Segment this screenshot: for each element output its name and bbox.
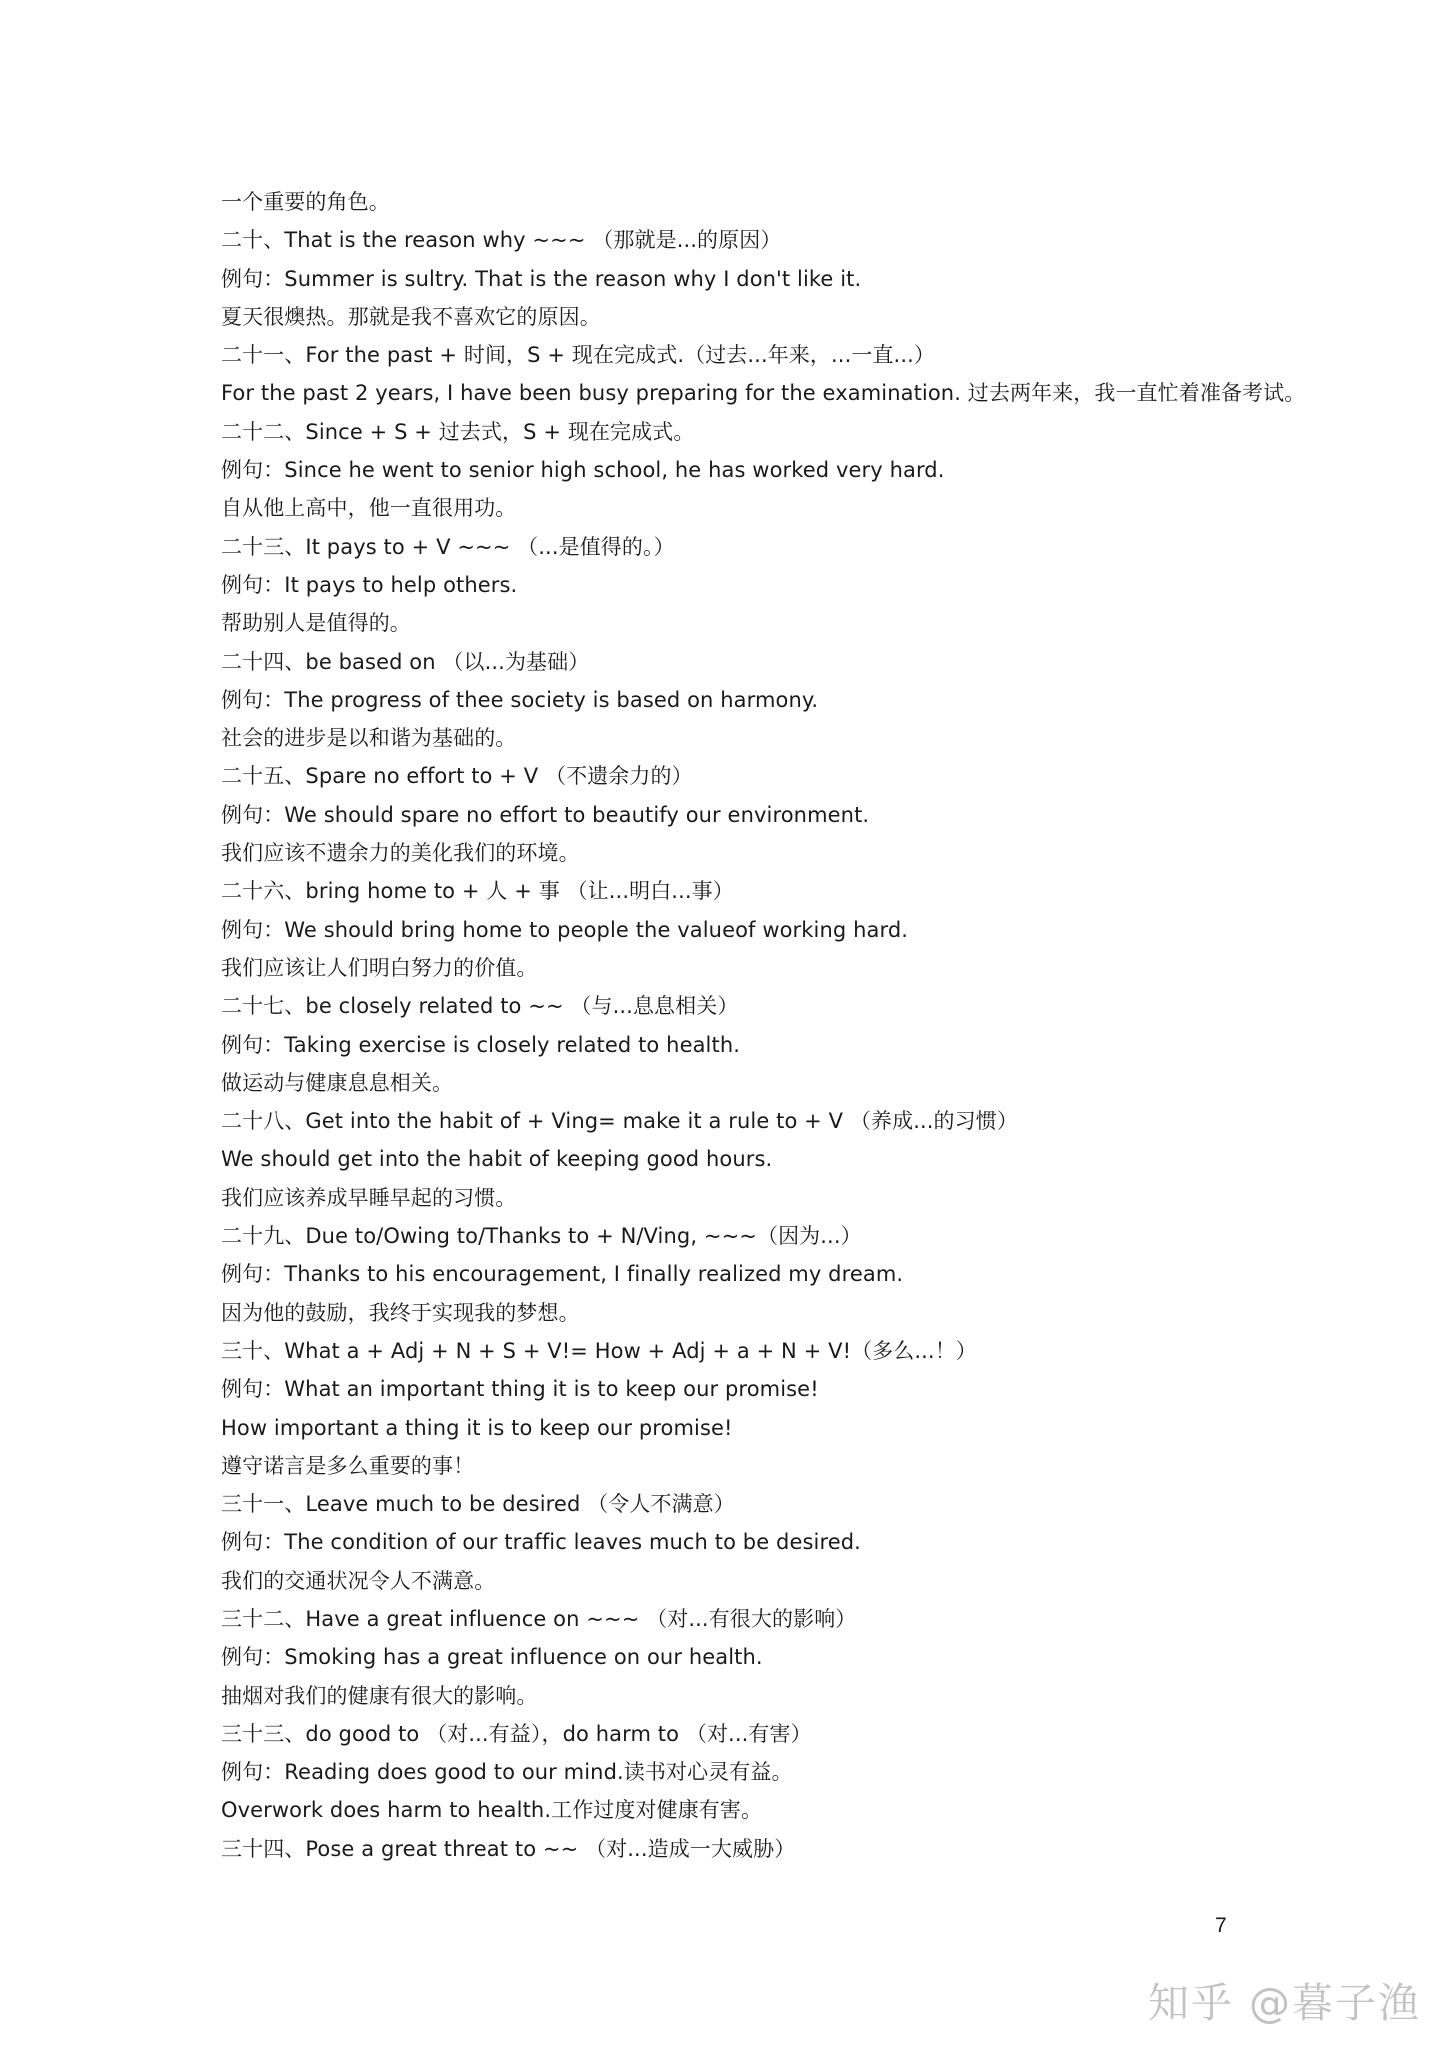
text-line: 我们应该养成早睡早起的习惯。 — [221, 1185, 517, 1210]
text-line: 例句：Reading does good to our mind.读书对心灵有益。 — [221, 1760, 793, 1785]
text-line: 二十七、be closely related to ~~ （与...息息相关） — [221, 994, 739, 1019]
text-line: 例句：Thanks to his encouragement, I finally realized my dream. — [221, 1262, 904, 1287]
text-line: 我们应该不遗余力的美化我们的环境。 — [221, 841, 580, 866]
text-line: 例句：It pays to help others. — [221, 572, 518, 597]
page-number: 7 — [1215, 1914, 1227, 1937]
text-line: We should get into the habit of keeping good hours. — [221, 1147, 773, 1172]
text-line: 我们应该让人们明白努力的价值。 — [221, 955, 538, 980]
text-line: 二十二、Since + S + 过去式，S + 现在完成式。 — [221, 419, 695, 444]
text-line: 自从他上高中，他一直很用功。 — [221, 496, 517, 521]
text-line: 抽烟对我们的健康有很大的影响。 — [221, 1683, 538, 1708]
text-line: 遵守诺言是多么重要的事！ — [221, 1453, 475, 1478]
text-line: 三十四、Pose a great threat to ~~ （对...造成一大威胁） — [221, 1836, 796, 1861]
text-line: 做运动与健康息息相关。 — [221, 1070, 454, 1095]
text-line: 二十三、It pays to + V ~~~ （...是值得的。） — [221, 534, 675, 559]
text-line: 夏天很燠热。那就是我不喜欢它的原因。 — [221, 304, 601, 329]
text-line: 因为他的鼓励，我终于实现我的梦想。 — [221, 1300, 580, 1325]
text-line: 一个重要的角色。 — [221, 190, 390, 214]
text-line: 例句：Taking exercise is closely related to health. — [221, 1032, 741, 1057]
text-line: 二十五、Spare no effort to + V （不遗余力的） — [221, 764, 693, 789]
watermark: 知乎 @暮子渔 — [1148, 1979, 1422, 2027]
text-line: 例句：The condition of our traffic leaves much to be desired. — [221, 1530, 861, 1555]
text-line: 二十九、Due to/Owing to/Thanks to + N/Ving, ~~~（因为...） — [221, 1224, 862, 1249]
page-body — [221, 183, 1341, 1868]
text-line: 例句：We should spare no effort to beautify our environment. — [221, 802, 870, 827]
text-line: How important a thing it is to keep our promise! — [221, 1415, 733, 1440]
text-line: 例句：What an important thing it is to keep our promise! — [221, 1377, 819, 1402]
text-line: 三十、What a + Adj + N + S + V!= How + Adj + a + N + V!（多么...！） — [221, 1338, 977, 1363]
text-line: 例句：Smoking has a great influence on our health. — [221, 1645, 763, 1670]
text-line: 二十四、be based on （以...为基础） — [221, 649, 590, 674]
text-line: 二十、That is the reason why ~~~ （那就是...的原因） — [221, 228, 782, 253]
text-line: 三十二、Have a great influence on ~~~ （对...有很大的影响） — [221, 1606, 857, 1631]
text-line: 例句：Summer is sultry. That is the reason why I don't like it. — [221, 266, 862, 291]
text-line: 三十一、Leave much to be desired （令人不满意） — [221, 1492, 735, 1517]
text-line: 帮助别人是值得的。 — [221, 611, 411, 636]
text-line: 我们的交通状况令人不满意。 — [221, 1568, 496, 1593]
text-line: 三十三、do good to （对...有益），do harm to （对...有害） — [221, 1721, 812, 1746]
text-line: 二十八、Get into the habit of + Ving= make it a rule to + V （养成...的习惯） — [221, 1109, 1018, 1134]
text-line: 二十一、For the past + 时间，S + 现在完成式.（过去...年来，...一直...） — [221, 343, 935, 368]
text-line: 例句：The progress of thee society is based on harmony. — [221, 687, 819, 712]
text-line: 例句：Since he went to senior high school, he has worked very hard. — [221, 458, 945, 483]
text-line: 例句：We should bring home to people the valueof working hard. — [221, 917, 909, 942]
text-line: For the past 2 years, I have been busy preparing for the examination. 过去两年来，我一直忙着准备考试。 — [221, 381, 1306, 406]
text-line: Overwork does harm to health.工作过度对健康有害。 — [221, 1798, 763, 1823]
text-line: 二十六、bring home to + 人 + 事 （让...明白...事） — [221, 879, 734, 904]
text-line: 社会的进步是以和谐为基础的。 — [221, 726, 517, 751]
